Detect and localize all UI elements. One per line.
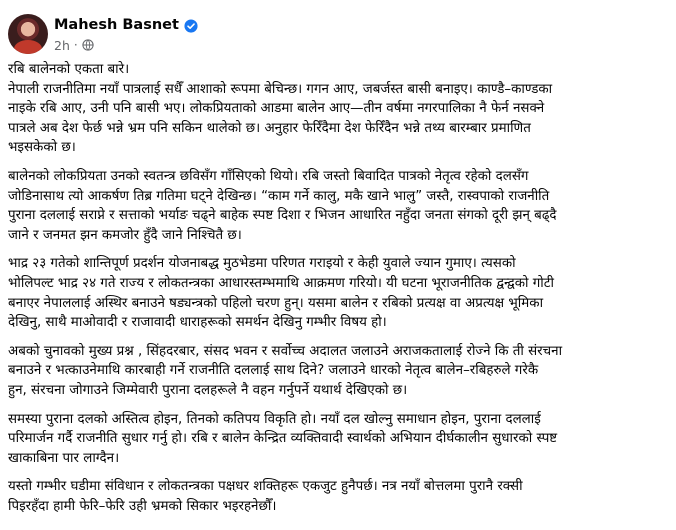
post-paragraph [8,477,668,516]
post-text-line: नेपाली राजनीतिमा नयाँ पात्रलाई सधैँ आशाको रूपमा बेचिन्छ। गगन आए, जबर्जस्त बासी बनाइए। काण्डै–काण्डका [8,81,553,97]
post-text-line: भइसकेको छ। [8,140,76,156]
post-meta [54,36,94,54]
post-paragraph [8,167,668,245]
post-paragraph [8,410,668,469]
post-text-line: भोलिपल्ट भाद्र २४ गते राज्य र लोकतन्त्रका आधारस्तम्भमाथि आक्रमण गरियो। यी घटना भूराजनीतिक द्वन्द्वको गोटी [8,275,554,291]
post-text-line: बालेनको लोकप्रियता उनको स्वतन्त्र छविसँग गाँसिएको थियो। रबि जस्तो बिवादित पात्रको नेतृत्व रहेको दलसँग [8,168,529,184]
post-text-line: खाकाबिना पार लाग्दैन। [8,450,120,466]
author-name[interactable]: Mahesh Basnet [54,17,179,33]
post-header [6,4,666,56]
post-body [8,60,668,525]
post-timestamp[interactable]: 2h [54,37,70,53]
post-text-line: पिइरहँदा हामी फेरि–फेरि उही भ्रमको सिकार भइरहनेछौँ। [8,498,277,514]
post-text-line: अबको चुनावको मुख्य प्रश्न , सिंहदरबार, संसद भवन र सर्वोच्च अदालत जलाउने अराजकतालाई रोज्ने कि ती संरचना [8,343,563,359]
post-paragraph [8,254,668,332]
post-text-line: रबि बालेनको एकता बारे। [8,62,130,77]
verified-badge-icon [184,18,198,32]
post-text-line: पात्रले अब देश फेर्छ भन्ने भ्रम पनि सकिन थालेको छ। अनुहार फेरिँदैमा देश फेरिँदैन भन्ने तथ्य बारम्बार प्रमाणित [8,120,531,136]
post-text-line: समस्या पुराना दलको अस्तित्व होइन, तिनको कतिपय विकृति हो। नयाँ दल खोल्नु समाधान होइन, पुराना दललाई [8,411,541,427]
post-text-line: यस्तो गम्भीर घडीमा संविधान र लोकतन्त्रका पक्षधर शक्तिहरू एकजुट हुनैपर्छ। नत्र नयाँ बोत्तलमा पुरानै रक्सी [8,479,523,495]
post-paragraph [8,342,668,401]
author-row [54,15,198,35]
avatar-shirt [14,40,42,54]
post-text-line: बनाएर नेपाललाई अस्थिर बनाउने षड्यन्त्रको पहिलो चरण हुन्। यसमा बालेन र रबिको प्रत्यक्ष वा अप्रत्यक्ष भूमिका [8,295,544,311]
meta-separator: · [73,38,78,52]
post-text-line: जाने र जनमत झन कमजोर हुँदै जाने निश्चितै छ। [8,227,242,243]
post-text-line: हुन, संरचना जोगाउने जिम्मेवारी पुराना दलहरूले नै वहन गर्नुपर्ने यथार्थ देखिएको छ। [8,382,408,398]
globe-icon[interactable] [82,39,94,51]
post-text-line: परिमार्जन गर्दै राजनीति सुधार गर्नु हो। रबि र बालेन केन्द्रित व्यक्तिवादी स्वार्थको अभियान दीर्घकालीन सुधारको स्पष्ट [8,431,558,447]
post-text-line: नाइके रबि आए, उनी पनि बासी भए। लोकप्रियताको आडमा बालेन आए—तीन वर्षमा नगरपालिका नै फेर्न नसक्ने [8,101,545,117]
author-avatar[interactable] [8,14,48,54]
post-text-line: देखिनु, साथै माओवादी र राजावादी धाराहरूको समर्थन देखिनु गम्भीर विषय हो। [8,315,387,331]
post-text-line: बनाउने र भत्काउनेमाथि कारबाही गर्ने राजनीति दललाई साथ दिने? जलाउने धारको नेतृत्व बालेन–रबिहरुले गरेकै [8,363,539,379]
post-text-line: जोडिनासाथ त्यो आकर्षण तिब्र गतिमा घट्ने देखिन्छ। “काम गर्ने कालु, मकै खाने भालु” जस्तै, रास्वपाको राजनीति [8,188,550,204]
post-text-line: भाद्र २३ गतेको शान्तिपूर्ण प्रदर्शन योजनाबद्ध मुठभेडमा परिणत गराइयो र केही युवाले ज्यान गुमाए। त्यसको [8,256,516,272]
post-paragraph [8,60,668,158]
post-text-line: पुराना दललाई सराप्ने र सत्ताको भर्याङ चढ्ने बाहेक स्पष्ट दिशा र भिजन आधारित नहुँदा जनता संगको दूरी झन् बढ्दै [8,208,557,224]
